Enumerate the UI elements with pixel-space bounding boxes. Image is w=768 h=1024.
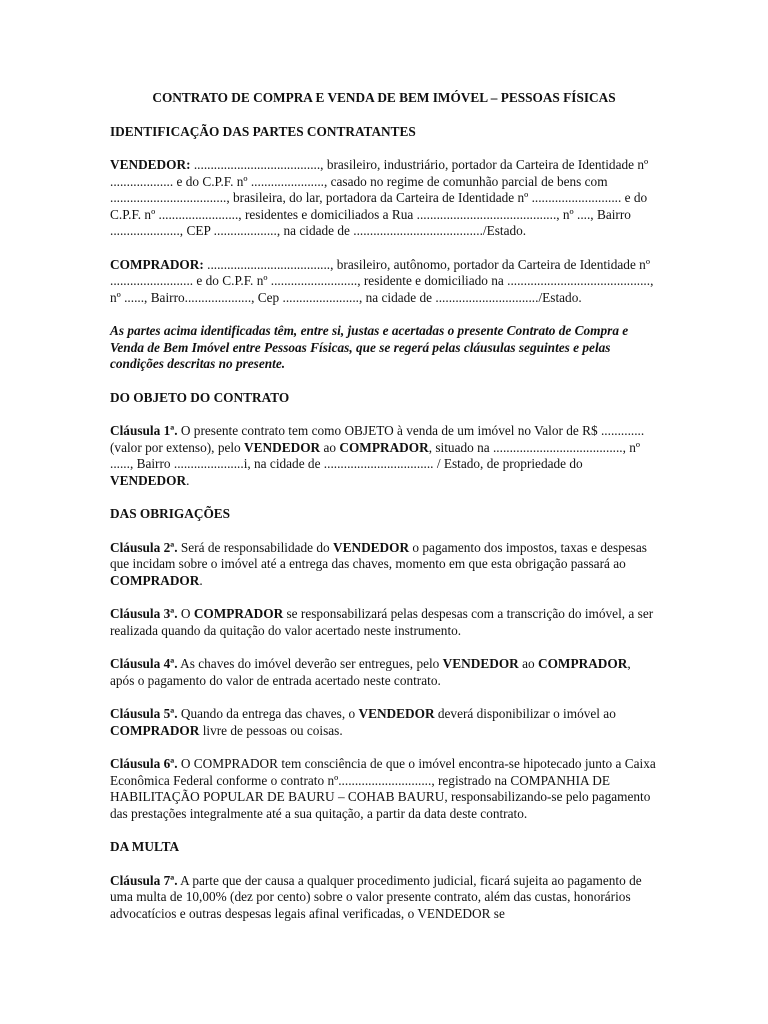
clause-7 [110, 873, 658, 923]
clause-5-text-b: deverá disponibilizar o imóvel ao [434, 706, 616, 721]
vendedor-label: VENDEDOR: [110, 157, 191, 172]
clause-1-vendedor-2: VENDEDOR [110, 472, 187, 488]
clause-4 [110, 656, 658, 689]
clause-4-label: Cláusula 4ª. [110, 656, 178, 671]
heading-objeto: DO OBJETO DO CONTRATO [110, 389, 290, 405]
clause-1-text-a: O presente contrato tem como OBJETO à venda de um imóvel no Valor de R$ ............. (valor por extenso), pelo [110, 423, 645, 455]
clause-2-label: Cláusula 2ª. [110, 539, 178, 555]
heading-obrigacoes: DAS OBRIGAÇÕES [110, 506, 231, 521]
clause-2-text-a: Será de responsabilidade do [177, 539, 333, 555]
clause-3-label: Cláusula 3ª. [110, 606, 178, 621]
clause-5 [110, 706, 658, 739]
clause-3-text-b: se responsabilizará pelas despesas com a transcrição do imóvel, a ser realizada quando da quitação do valor acertado neste instrumento. [110, 606, 654, 638]
clause-5-vendedor: VENDEDOR [358, 706, 435, 721]
clause-1-text-d: . [186, 472, 190, 488]
paragraph-comprador [110, 257, 658, 307]
heading-identificacao: IDENTIFICAÇÃO DAS PARTES CONTRATANTES [110, 123, 416, 139]
clause-4-vendedor: VENDEDOR [442, 656, 519, 671]
parties-declaration: As partes acima identificadas têm, entre si, justas e acertadas o presente Contrato de Compra e Venda de Bem Imóvel entre Pessoas Físicas, que se regerá pelas cláusulas seguintes e pelas condições descritas no presente. [110, 323, 629, 371]
clause-5-comprador: COMPRADOR [110, 722, 200, 738]
clause-7-text-a: A parte que der causa a qualquer procedimento judicial, ficará sujeita ao pagamento de uma multa de 10,00% (dez por cento) sobre o valor presente contrato, além das custas, honorários advocatícios e outras despesas legais afinal verificadas, o VENDEDOR se [110, 872, 642, 921]
clause-3-text-a: O [177, 606, 194, 621]
clause-1-label: Cláusula 1ª. [110, 423, 178, 438]
clause-3 [110, 606, 658, 639]
clause-1-vendedor: VENDEDOR [244, 439, 321, 455]
clause-6-label: Cláusula 6ª. [110, 756, 178, 771]
vendedor-text: ......................................, brasileiro, industriário, portador da Carteira de Identidade nº ................... e do C.P.F. nº ......................, casado no regime de comunhão parcial de bens com ..................................., brasileira, do lar, portadora da Carteira de Identidade nº ........................... e do C.P.F. nº ........................, residentes e domiciliados a Rua .........................................., nº ...., Bairro ....................., CEP ..................., na cidade de ......................................./Estado. [110, 157, 649, 238]
clause-5-text-c: livre de pessoas ou coisas. [199, 722, 343, 738]
clause-1-text-b: ao [320, 439, 340, 455]
clause-1 [110, 423, 658, 489]
clause-6-text-a: O COMPRADOR tem consciência de que o imóvel encontra-se hipotecado junto a Caixa Econômica Federal conforme o contrato nº............................, registrado na COMPANHIA DE HABILITAÇÃO POPULAR DE BAURU – COHAB BAURU, responsabilizando-se pelo pagamento das prestações integralmente até a sua quitação, a partir da data deste contrato. [110, 756, 656, 821]
clause-4-comprador: COMPRADOR [537, 656, 628, 671]
clause-4-text-a: As chaves do imóvel deverão ser entregues, pelo [177, 656, 443, 671]
clause-7-label: Cláusula 7ª. [110, 872, 178, 888]
clause-1-comprador: COMPRADOR [339, 439, 429, 455]
clause-3-comprador: COMPRADOR [193, 606, 284, 621]
clause-2-vendedor: VENDEDOR [333, 539, 410, 555]
clause-2-text-c: . [199, 572, 203, 588]
document-title: CONTRATO DE COMPRA E VENDA DE BEM IMÓVEL – PESSOAS FÍSICAS [152, 90, 616, 105]
paragraph-vendedor [110, 157, 658, 240]
heading-multa: DA MULTA [110, 839, 180, 854]
clause-2-comprador: COMPRADOR [110, 572, 200, 588]
comprador-text: ....................................., brasileiro, autônomo, portador da Carteira de Identidade nº ......................... e do C.P.F. nº .........................., residente e domiciliado na ..........................................., nº ......, Bairro...................., Cep ......................., na cidade de .............................../Estado. [110, 256, 654, 305]
clause-6 [110, 756, 658, 822]
clause-2 [110, 540, 658, 590]
clause-4-text-b: ao [518, 656, 538, 671]
clause-5-text-a: Quando da entrega das chaves, o [177, 706, 359, 721]
comprador-label: COMPRADOR: [110, 256, 204, 272]
clause-2-text-b: o pagamento dos impostos, taxas e despesas que incidam sobre o imóvel até a entrega das chaves, momento em que esta obrigação passará ao [110, 539, 647, 571]
clause-1-text-c: , situado na ......................................., nº ......, Bairro .....................i, na cidade de ................................. / Estado, de propriedade do [110, 439, 641, 471]
clause-4-text-c: , após o pagamento do valor de entrada acertado neste contrato. [110, 656, 631, 688]
clause-5-label: Cláusula 5ª. [110, 706, 178, 721]
